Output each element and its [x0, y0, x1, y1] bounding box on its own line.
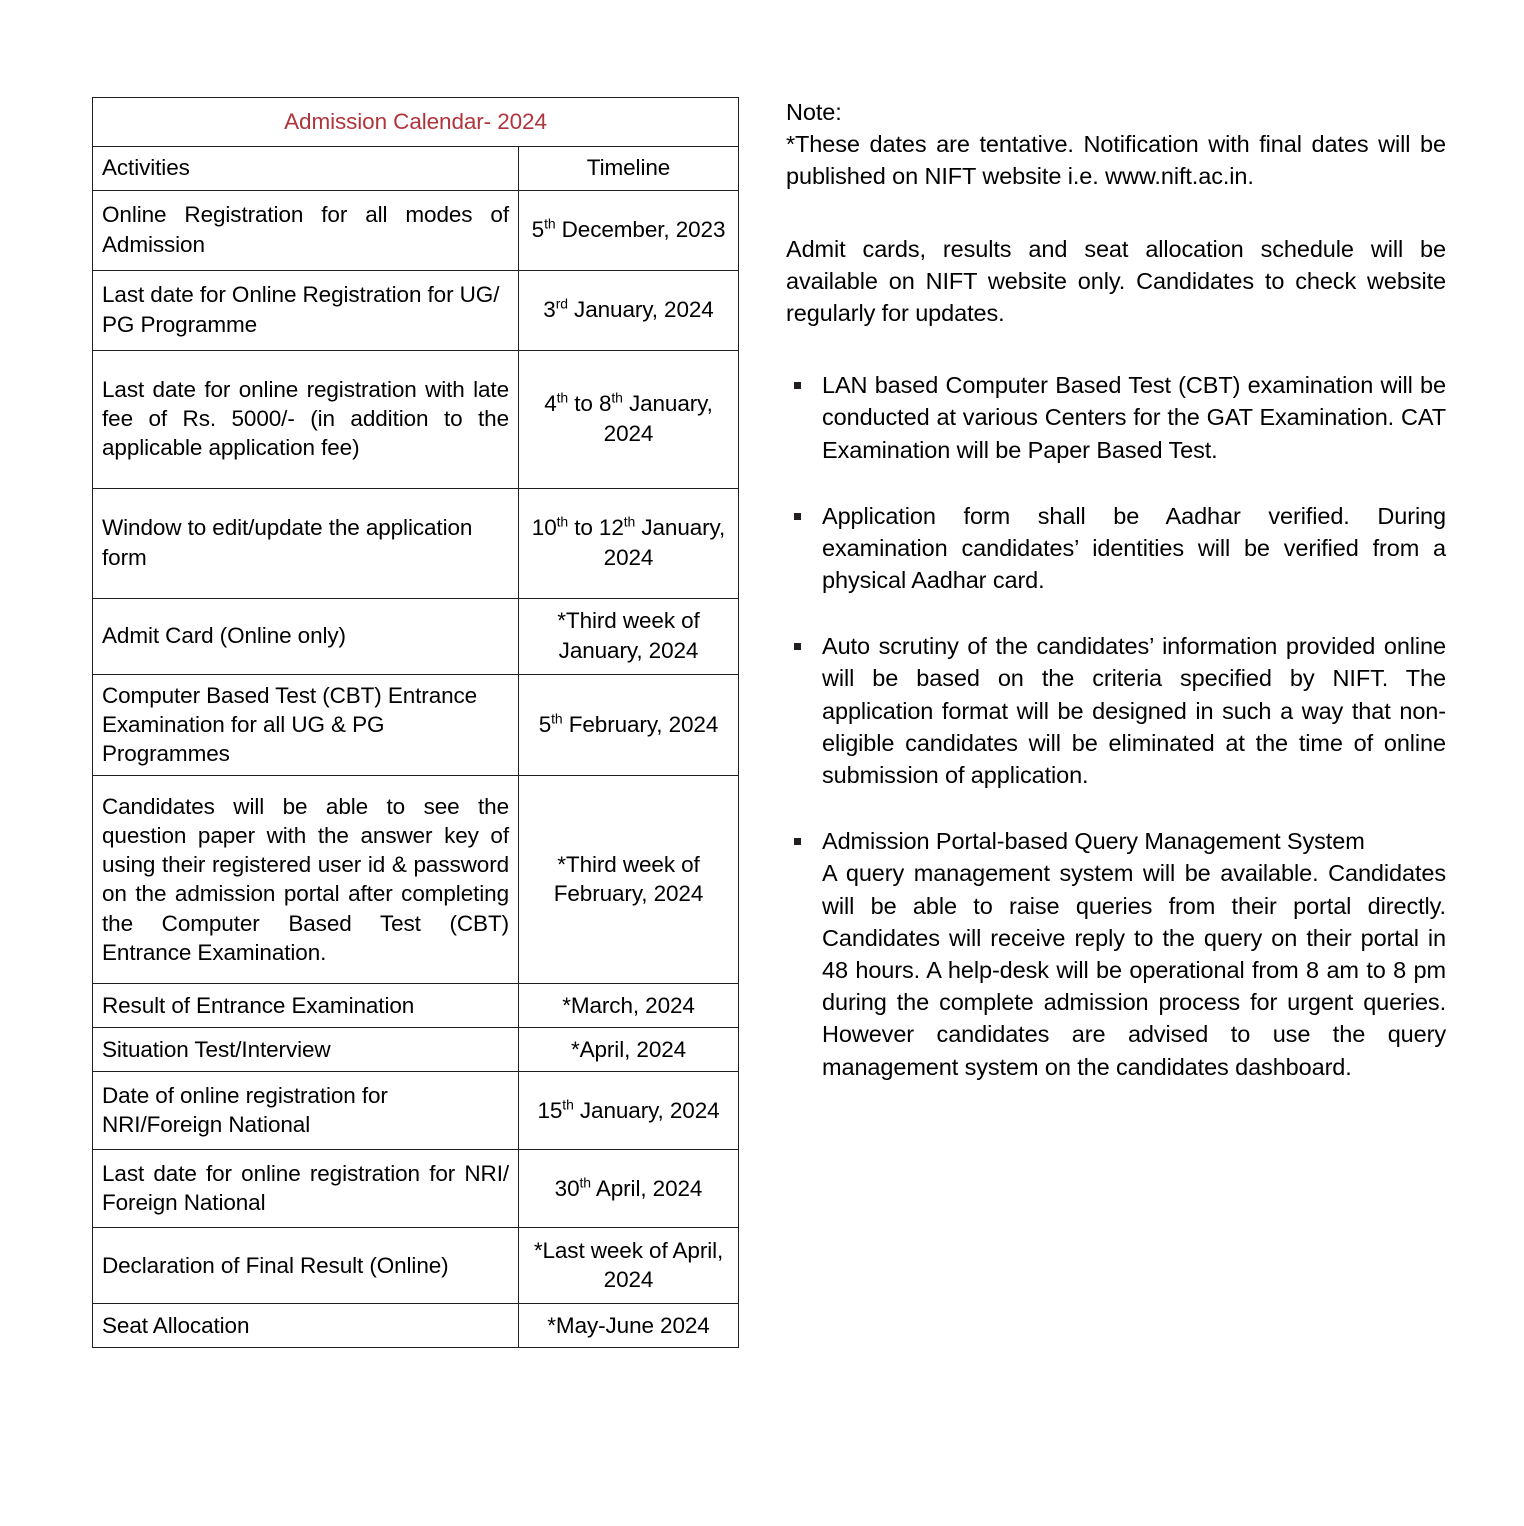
square-bullet-icon	[794, 643, 801, 650]
timeline-ordinal: rd	[555, 295, 568, 312]
table-row	[93, 270, 739, 350]
note-paragraph-2: Admit cards, results and seat allocation schedule will be available on NIFT website only. Candidates to check website regularly for updates.	[786, 235, 1446, 326]
activity-cell: Date of online registration for NRI/Foreign National	[93, 1072, 519, 1150]
timeline-cell: *March, 2024	[519, 984, 739, 1028]
bullet-heading: Admission Portal-based Query Management System	[822, 828, 1365, 855]
activity-cell: Online Registration for all modes of Admission	[93, 190, 519, 270]
timeline-day: 10	[531, 515, 557, 541]
timeline-ordinal-2: th	[611, 389, 623, 406]
activity-cell: Last date for online registration for NRI/ Foreign National	[93, 1150, 519, 1228]
timeline-cell	[519, 1072, 739, 1150]
calendar-title: Admission Calendar- 2024	[93, 98, 739, 147]
table-row	[93, 776, 739, 984]
activity-cell: Computer Based Test (CBT) Entrance Examination for all UG & PG Programmes	[93, 674, 519, 776]
spacer	[786, 329, 1446, 369]
timeline-rest: January, 2024	[603, 391, 713, 446]
timeline-cell	[519, 270, 739, 350]
table-row	[93, 488, 739, 598]
timeline-ordinal: th	[544, 215, 556, 232]
table-row	[93, 1150, 739, 1228]
list-item	[786, 825, 1446, 1083]
timeline-ordinal: th	[562, 1096, 574, 1113]
timeline-day: 3	[543, 296, 556, 322]
activity-cell: Situation Test/Interview	[93, 1028, 519, 1072]
timeline-mid: to 8	[568, 391, 612, 417]
bullet-text: Application form shall be Aadhar verified. During examination candidates’ identities will be verified from a physical Aadhar card.	[822, 502, 1446, 594]
bullet-text: Auto scrutiny of the candidates’ information provided online will be based on the criteria specified by NIFT. The application format will be designed in such a way that non-eligible candidates will be eliminated at the time of online submission of application.	[822, 633, 1446, 788]
timeline-rest: January, 2024	[567, 296, 714, 322]
timeline-ordinal: th	[551, 710, 563, 727]
timeline-cell	[519, 674, 739, 776]
table-row	[93, 190, 739, 270]
note-paragraph-1: *These dates are tentative. Notification with final dates will be published on NIFT website i.e. www.nift.ac.in.	[786, 131, 1446, 190]
admission-calendar-table-wrapper	[92, 97, 738, 1348]
admission-calendar-table	[92, 97, 739, 1348]
column-header-timeline: Timeline	[519, 147, 739, 190]
timeline-cell: *May-June 2024	[519, 1304, 739, 1348]
column-header-activities: Activities	[93, 147, 519, 190]
activity-cell: Seat Allocation	[93, 1304, 519, 1348]
timeline-mid: to 12	[568, 515, 624, 541]
activity-cell: Candidates will be able to see the question paper with the answer key of using their registered user id & password on the admission portal after completing the Computer Based Test (CBT) Entrance Examination.	[93, 776, 519, 984]
timeline-cell	[519, 1150, 739, 1228]
activity-cell: Last date for online registration with late fee of Rs. 5000/- (in addition to the applicable application fee)	[93, 350, 519, 488]
activity-cell: Result of Entrance Examination	[93, 984, 519, 1028]
table-header-row	[93, 147, 739, 190]
square-bullet-icon	[794, 513, 801, 520]
table-row	[93, 350, 739, 488]
list-item	[786, 630, 1446, 791]
activity-cell: Admit Card (Online only)	[93, 598, 519, 674]
table-row	[93, 1304, 739, 1348]
table-title-row	[93, 98, 739, 147]
timeline-cell: *Third week of February, 2024	[519, 776, 739, 984]
list-item	[786, 500, 1446, 597]
table-row	[93, 674, 739, 776]
timeline-cell	[519, 190, 739, 270]
table-row	[93, 1228, 739, 1304]
timeline-cell	[519, 350, 739, 488]
timeline-day: 30	[554, 1175, 580, 1201]
timeline-rest: April, 2024	[590, 1175, 703, 1201]
timeline-rest: January, 2024	[573, 1097, 720, 1123]
bullet-text: A query management system will be available. Candidates will be able to raise queries from their portal directly. Candidates will receive reply to the query on their portal in 48 hours. A help-desk will be operational from 8 am to 8 pm during the complete admission process for urgent queries. However candidates are advised to use the query management system on the candidates dashboard.	[822, 860, 1446, 1080]
activity-cell: Last date for Online Registration for UG/ PG Programme	[93, 270, 519, 350]
bullet-text: LAN based Computer Based Test (CBT) examination will be conducted at various Centers for the GAT Examination. CAT Examination will be Paper Based Test.	[822, 372, 1446, 463]
square-bullet-icon	[794, 382, 801, 389]
timeline-cell: *Last week of April, 2024	[519, 1228, 739, 1304]
timeline-ordinal: th	[556, 389, 569, 406]
timeline-rest: February, 2024	[562, 711, 719, 737]
note-label: Note:	[786, 99, 842, 125]
timeline-rest: January, 2024	[603, 515, 726, 570]
timeline-cell: *April, 2024	[519, 1028, 739, 1072]
timeline-day: 4	[544, 391, 557, 417]
timeline-day: 5	[538, 711, 552, 737]
timeline-rest: December, 2023	[555, 216, 726, 242]
notes-bullet-list	[786, 369, 1446, 1083]
table-row	[93, 1072, 739, 1150]
activity-cell: Declaration of Final Result (Online)	[93, 1228, 519, 1304]
timeline-ordinal: th	[579, 1174, 591, 1191]
notes-column	[786, 96, 1446, 1083]
activity-cell: Window to edit/update the application form	[93, 488, 519, 598]
table-row	[93, 598, 739, 674]
timeline-cell: *Third week of January, 2024	[519, 598, 739, 674]
timeline-ordinal-2: th	[623, 513, 636, 530]
timeline-cell	[519, 488, 739, 598]
table-row	[93, 1028, 739, 1072]
timeline-day: 5	[531, 216, 545, 242]
square-bullet-icon	[794, 838, 801, 845]
timeline-ordinal: th	[556, 513, 569, 530]
timeline-day: 15	[537, 1097, 563, 1123]
spacer	[786, 193, 1446, 233]
table-row	[93, 984, 739, 1028]
list-item	[786, 369, 1446, 466]
